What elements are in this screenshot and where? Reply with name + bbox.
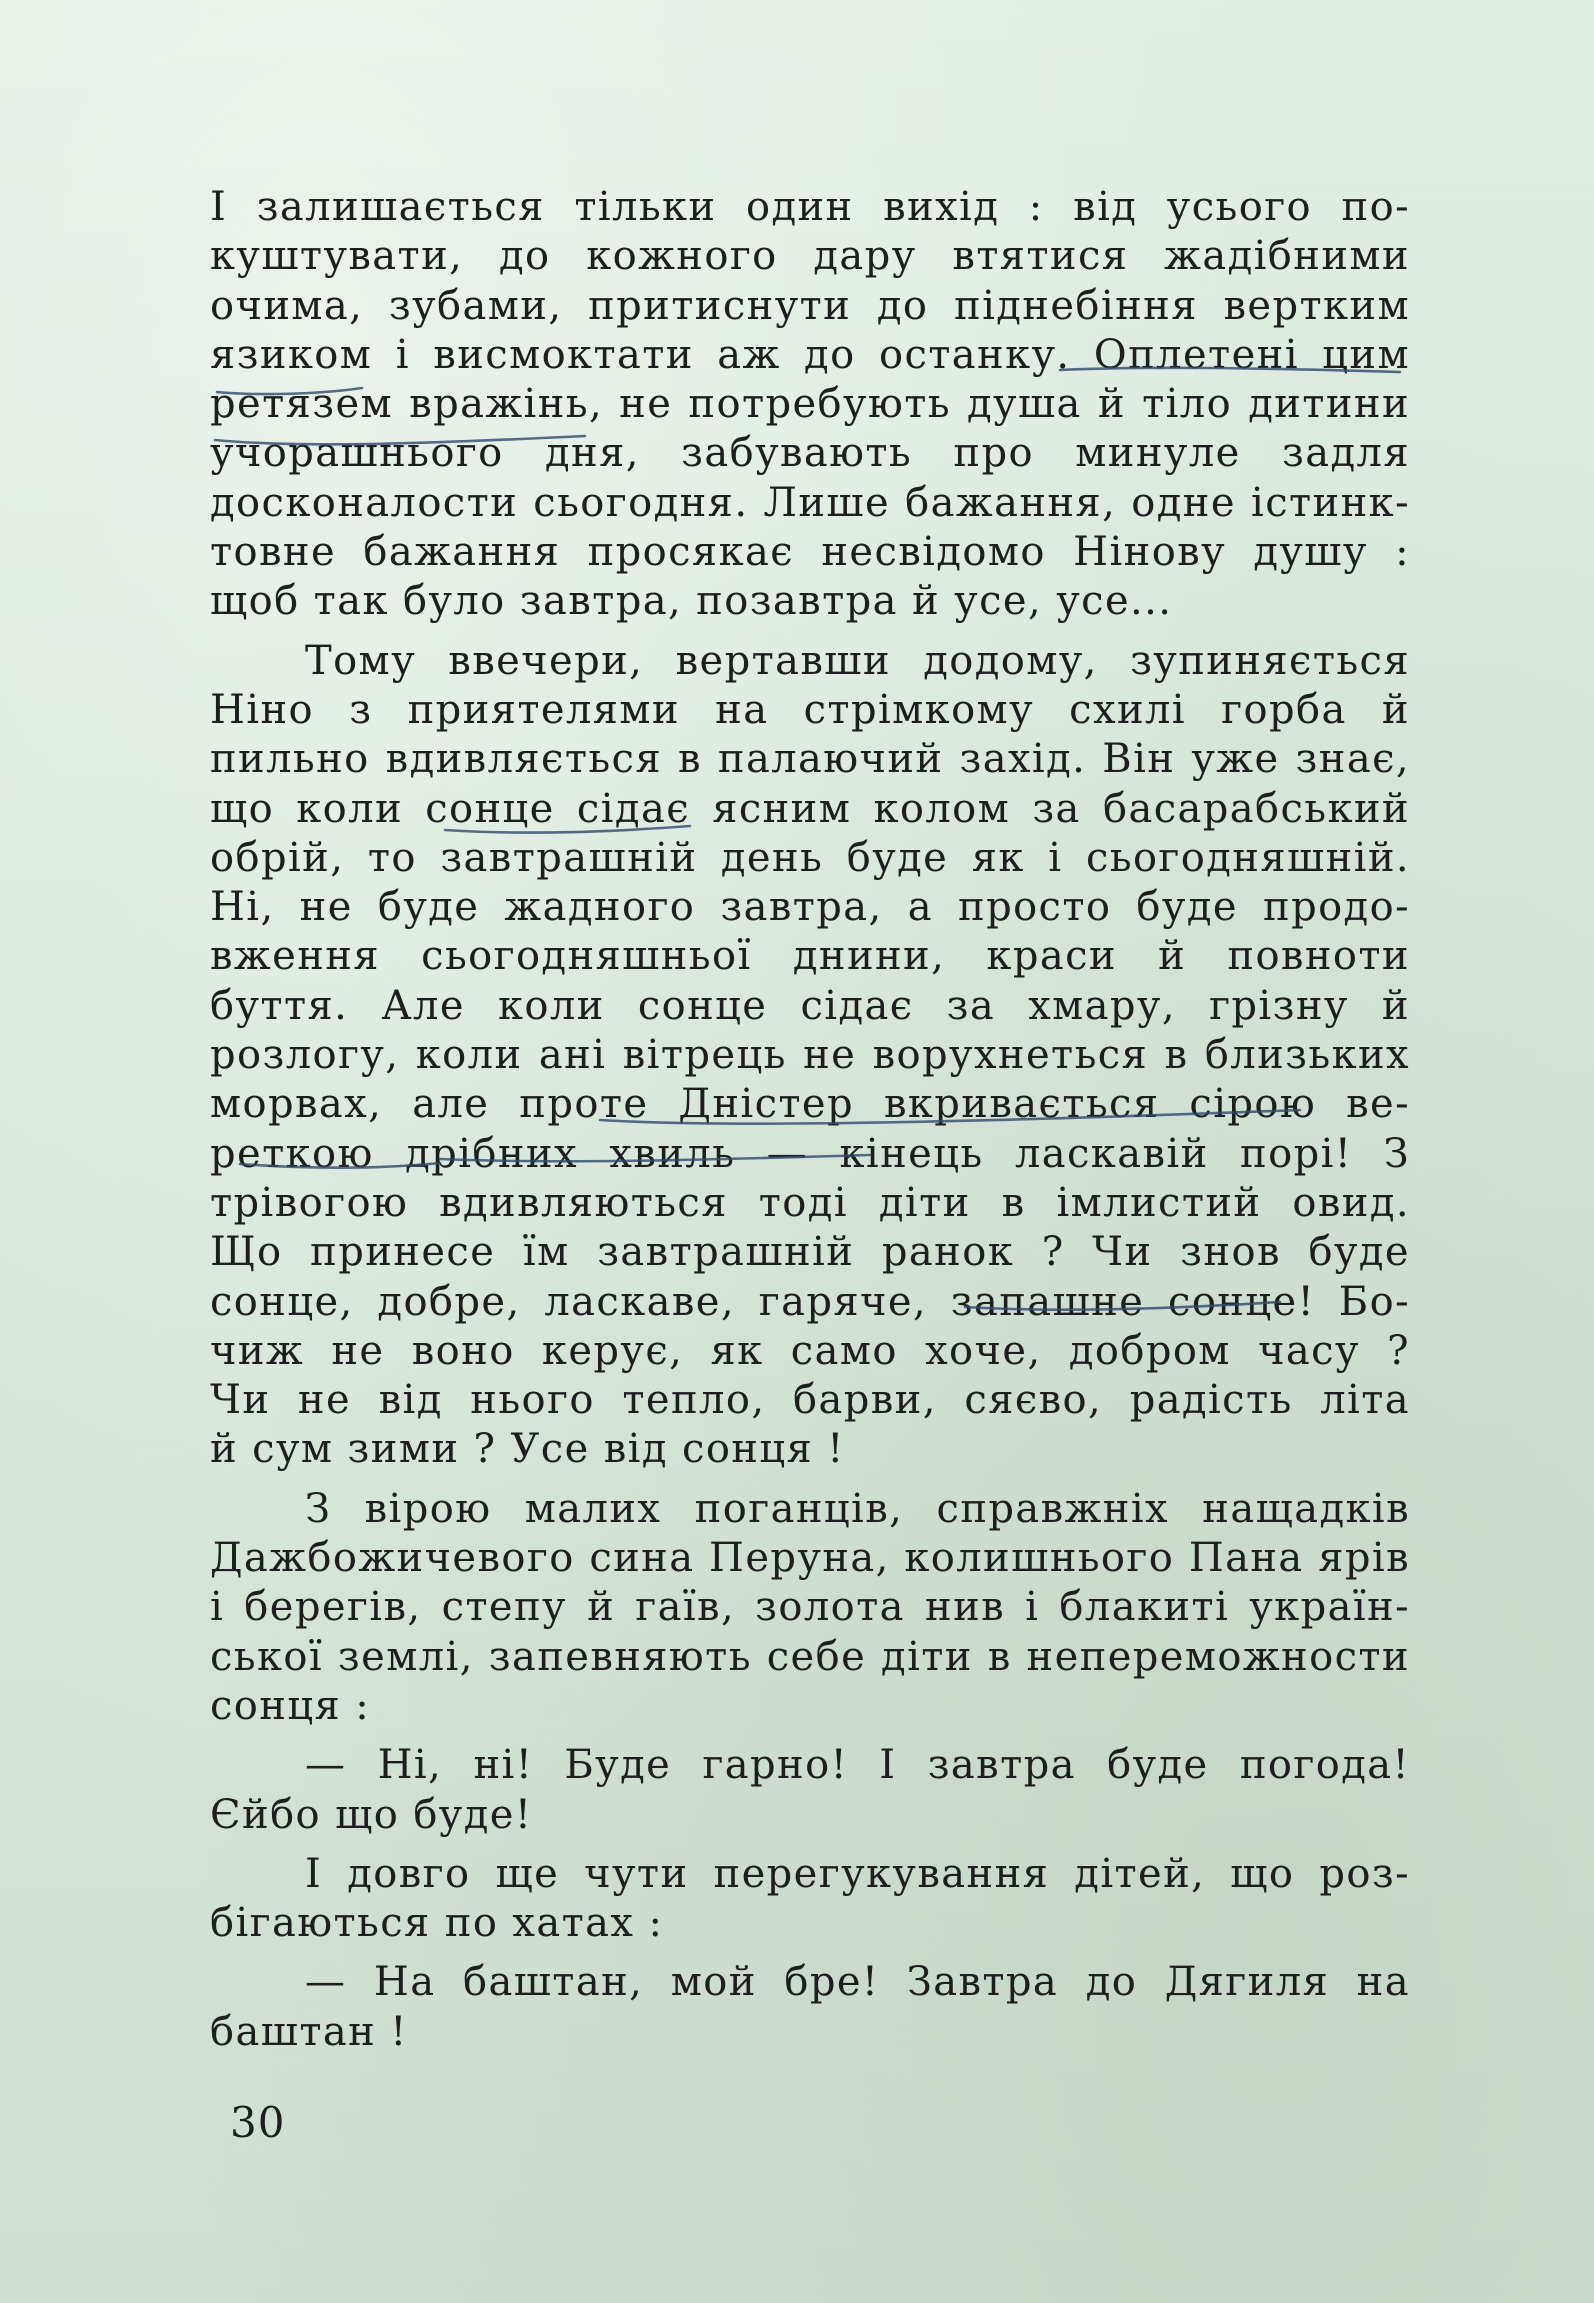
text-line: учорашнього дня, забувають про минуле задля: [210, 430, 1410, 477]
text-line: І залишається тільки один вихід : від усього по-: [210, 184, 1410, 230]
text-line: Дажбожичевого сина Перуна, колишнього Пана ярів: [210, 1535, 1410, 1582]
text-line: — Ні, ні! Буде гарно! І завтра буде погода!: [305, 1742, 1410, 1789]
paragraph: [210, 183, 1410, 627]
text-line: і берегів, степу й гаїв, золота нив і блакиті україн-: [210, 1584, 1410, 1631]
text-line: й сум зими ? Усе від сонця !: [210, 1426, 845, 1473]
text-line: — На баштан, мой бре! Завтра до Дягиля на: [305, 1959, 1410, 2006]
text-line: розлогу, коли ані вітрець не ворухнеться в близьких: [210, 1032, 1410, 1079]
text-line: І довго ще чути перегукування дітей, що роз-: [305, 1850, 1410, 1897]
text-line: Чи не від нього тепло, барви, сяєво, радість літа: [210, 1377, 1410, 1424]
text-line: вження сьогодняшньої днини, краси й повноти: [210, 933, 1410, 980]
text-line: обрій, то завтрашній день буде як і сьогодняшній.: [210, 834, 1410, 881]
text-line: чиж не воно керує, як само хоче, добром часу ?: [210, 1327, 1410, 1374]
text-line: трівогою вдивляються тоді діти в імлистий овид.: [210, 1179, 1410, 1226]
text-line: сонця :: [210, 1682, 371, 1729]
text-line: очима, зубами, притиснути до піднебіння вертким: [210, 282, 1410, 329]
text-line: щоб так було завтра, позавтра й усе, усе...: [210, 578, 1173, 625]
text-line: Ніно з приятелями на стрімкому схилі горба й: [210, 686, 1410, 733]
text-line: пильно вдивляється в палаючий захід. Він уже знає,: [210, 736, 1410, 783]
body-text: [210, 183, 1410, 2057]
text-line: буття. Але коли сонце сідає за хмару, грізну й: [210, 982, 1410, 1029]
text-line: Єйбо що буде!: [210, 1791, 533, 1838]
text-line: Тому ввечери, вертавши додому, зупиняється: [305, 637, 1410, 684]
text-line: куштувати, до кожного дару втятися жадібними: [210, 233, 1410, 280]
text-line: сонце, добре, ласкаве, гаряче, запашне сонце! Бо-: [210, 1278, 1410, 1325]
paragraph: [210, 1485, 1410, 1731]
text-line: реткою дрібних хвиль — кінець ласкавій порі! З: [210, 1130, 1410, 1177]
text-line: товне бажання просякає несвідомо Нінову душу :: [210, 529, 1410, 576]
paragraph: [210, 637, 1410, 1475]
text-line: Ні, не буде жадного завтра, а просто буде продо-: [210, 884, 1410, 931]
text-line: Що принесе їм завтрашній ранок ? Чи знов буде: [210, 1229, 1410, 1276]
paragraph: [210, 1741, 1410, 1840]
text-line: язиком і висмоктати аж до останку. Оплетені цим: [210, 331, 1410, 378]
text-line: досконалости сьогодня. Лише бажання, одне істинк-: [210, 479, 1410, 526]
page-number: 30: [230, 2098, 286, 2147]
text-line: що коли сонце сідає ясним колом за басарабський: [210, 785, 1410, 832]
text-line: баштан !: [210, 2008, 408, 2055]
text-line: ретязем вражінь, не потребують душа й тіло дитини: [210, 381, 1410, 428]
paragraph: [210, 1958, 1410, 2057]
text-line: бігаються по хатах :: [210, 1900, 664, 1947]
text-line: ської землі, запевняють себе діти в непереможности: [210, 1633, 1410, 1680]
paragraph: [210, 1850, 1410, 1949]
text-line: морвах, але проте Дністер вкривається сірою ве-: [210, 1081, 1410, 1128]
text-line: З вірою малих поганців, справжніх нащадків: [305, 1485, 1410, 1532]
